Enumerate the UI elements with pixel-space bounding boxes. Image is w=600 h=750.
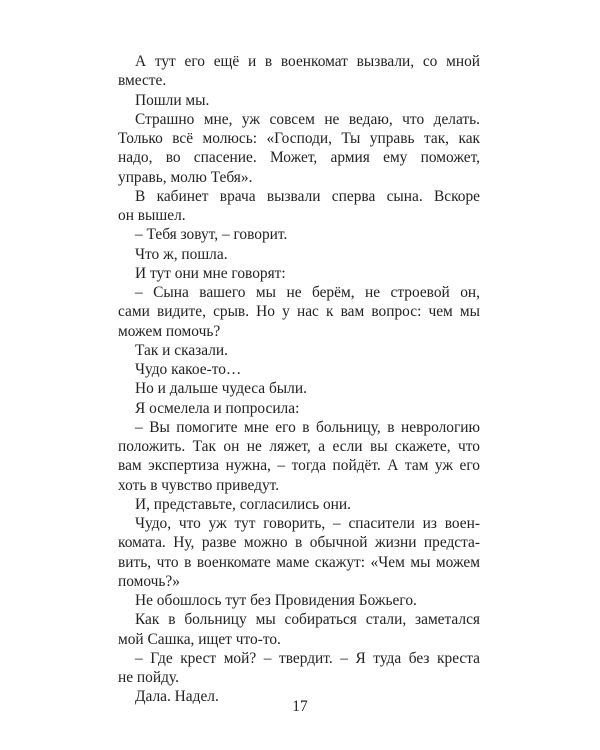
text-line: В кабинет врача вызвали сперва сына. Вскоре — [135, 187, 480, 205]
text-line: комата. Ну, разве можно в обычной жизни предста- — [118, 534, 480, 552]
text-block — [118, 52, 480, 707]
text-line: Что ж, пошла. — [135, 245, 228, 263]
text-line: Только всё молюсь: «Господи, Ты управь так, как — [118, 130, 480, 147]
text-line: И тут они мне говорят: — [135, 264, 286, 282]
text-line: Но и дальше чудеса были. — [135, 380, 307, 398]
text-line: Чудо какое-то… — [135, 361, 242, 378]
text-line: Так и сказали. — [135, 341, 228, 359]
text-line: Страшно мне, уж совсем не ведаю, что делать. — [135, 110, 480, 128]
text-line: мой Сашка, ищет что-то. — [118, 630, 281, 648]
text-line: – Где крест мой? – твердит. – Я туда без креста — [135, 649, 480, 667]
page-number: 17 — [292, 698, 308, 715]
text-line: – Тебя зовут, – говорит. — [135, 226, 288, 244]
text-line: управь, молю Тебя». — [118, 168, 253, 186]
text-line: вить, что в военкомате маме скажут: «Чем мы можем — [118, 553, 480, 571]
text-line: Не обошлось тут без Провидения Божьего. — [135, 592, 417, 609]
text-line: он вышел. — [118, 207, 186, 224]
text-line: вместе. — [118, 72, 167, 90]
text-line: надо, во спасение. Может, армия ему поможет, — [118, 149, 480, 167]
text-line: хоть в чувство приведут. — [118, 476, 280, 494]
text-line: – Сына вашего мы не берём, не строевой он, — [135, 284, 480, 301]
text-line: можем помочь? — [118, 322, 221, 340]
text-line: помочь?» — [118, 572, 180, 590]
text-line: А тут его ещё и в военкомат вызвали, со мной — [135, 53, 480, 70]
text-line: Чудо, что уж тут говорить, – спасители из воен- — [135, 515, 480, 532]
text-line: Пошли мы. — [135, 91, 210, 109]
text-line: – Вы помогите мне его в больницу, в неврологию — [135, 418, 480, 436]
text-line: Как в больницу мы собираться стали, заметался — [135, 611, 480, 629]
text-line: И, представьте, согласились они. — [135, 495, 351, 513]
text-line: положить. Так он не ляжет, а если вы скажете, что — [118, 438, 480, 455]
text-line: Я осмелела и попросила: — [135, 399, 300, 417]
text-line: не пойду. — [118, 669, 179, 686]
text-line: Дала. Надел. — [135, 688, 219, 706]
text-line: сами видите, срыв. Но у нас к вам вопрос: чем мы — [118, 303, 480, 321]
text-line: вам экспертиза нужна, – тогда пойдёт. А там уж его — [118, 457, 480, 475]
